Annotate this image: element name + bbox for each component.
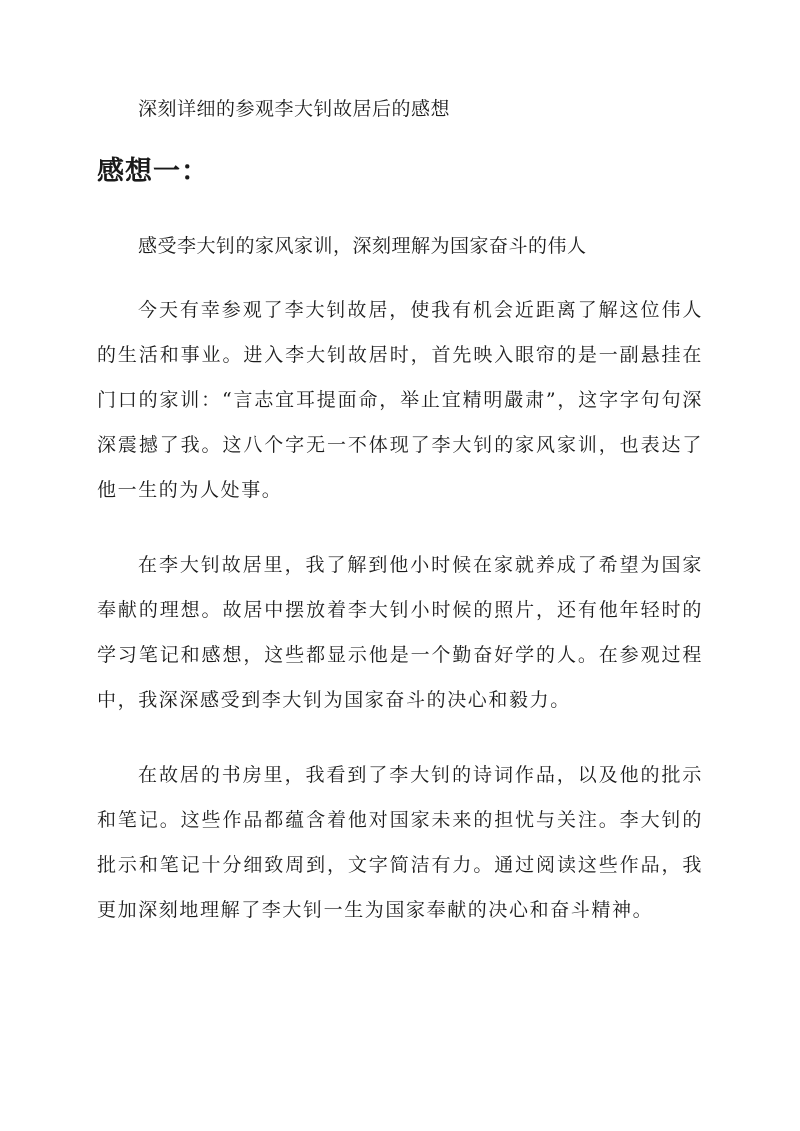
paragraph-2: 在李大钊故居里，我了解到他小时候在家就养成了希望为国家奉献的理想。故居中摆放着李大钊小时候的照片，还有他年轻时的学习笔记和感想，这些都显示他是一个勤奋好学的人。在参观过程中，我深深感受到李大钊为国家奋斗的决心和毅力。: [97, 554, 703, 711]
paragraph-3: 在故居的书房里，我看到了李大钊的诗词作品，以及他的批示和笔记。这些作品都蕴含着他对国家未来的担忧与关注。李大钊的批示和笔记十分细致周到，文字简洁有力。通过阅读这些作品，我更加深刻地理解了李大钊一生为国家奉献的决心和奋斗精神。: [97, 764, 703, 921]
section-subtitle: 感受李大钊的家风家训，深刻理解为国家奋斗的伟人: [138, 235, 587, 257]
paragraph-1: 今天有幸参观了李大钊故居，使我有机会近距离了解这位伟人的生活和事业。进入李大钊故居时，首先映入眼帘的是一副悬挂在门口的家训：“言志宜耳提面命，举止宜精明嚴肃”，这字字句句深深震撼了我。这八个字无一不体现了李大钊的家风家训，也表达了他一生的为人处事。: [97, 299, 703, 501]
document-title: 深刻详细的参观李大钊故居后的感想: [138, 98, 451, 120]
section-heading: 感想一：: [97, 156, 209, 187]
